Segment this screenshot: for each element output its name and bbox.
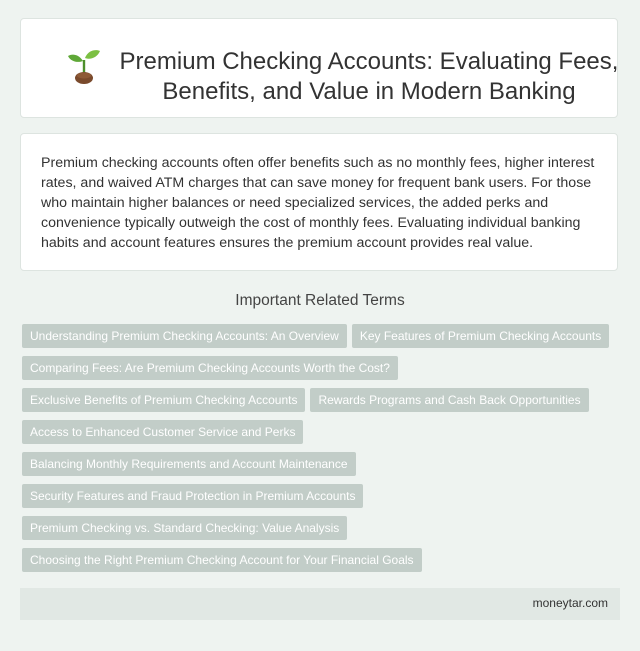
- related-term-tag[interactable]: Security Features and Fraud Protection in Premium Accounts: [22, 484, 363, 508]
- related-terms-heading: Important Related Terms: [235, 292, 405, 309]
- related-term-tag[interactable]: Access to Enhanced Customer Service and Perks: [22, 420, 303, 444]
- related-term-tag[interactable]: Comparing Fees: Are Premium Checking Accounts Worth the Cost?: [22, 356, 398, 380]
- related-term-tag[interactable]: Choosing the Right Premium Checking Account for Your Financial Goals: [22, 548, 422, 572]
- footer-site-link[interactable]: moneytar.com: [532, 596, 608, 610]
- related-term-tag[interactable]: Understanding Premium Checking Accounts: An Overview: [22, 324, 347, 348]
- related-terms-row: [22, 548, 622, 572]
- related-terms-row: [22, 484, 622, 508]
- title-card: [20, 18, 618, 118]
- related-term-tag[interactable]: Exclusive Benefits of Premium Checking Accounts: [22, 388, 305, 412]
- seedling-icon: [66, 46, 102, 86]
- related-terms-row: [22, 388, 622, 412]
- related-terms-row: [22, 452, 622, 476]
- page-title-line-2: Benefits, and Value in Modern Banking: [162, 78, 576, 105]
- related-term-tag[interactable]: Key Features of Premium Checking Accounts: [352, 324, 609, 348]
- related-terms-row: [22, 420, 622, 444]
- related-terms-list: [22, 324, 622, 580]
- footer: [20, 588, 620, 620]
- page-title: [119, 47, 619, 107]
- summary-text: Premium checking accounts often offer benefits such as no monthly fees, higher interest rates, and waived ATM charges that can save money for frequent bank users. For those who maintain higher balances or need specialized services, the added perks and convenience typically outweigh the cost of monthly fees. Evaluating individual banking habits and account features ensures the premium account provides real value.: [41, 155, 595, 251]
- related-term-tag[interactable]: Rewards Programs and Cash Back Opportunities: [310, 388, 588, 412]
- related-terms-row: [22, 324, 622, 348]
- related-terms-row: [22, 516, 622, 540]
- summary-card: [20, 133, 618, 271]
- related-term-tag[interactable]: Balancing Monthly Requirements and Account Maintenance: [22, 452, 356, 476]
- page-title-line-1: Premium Checking Accounts: Evaluating Fees,: [119, 48, 619, 75]
- related-terms-row: [22, 356, 622, 380]
- related-term-tag[interactable]: Premium Checking vs. Standard Checking: Value Analysis: [22, 516, 347, 540]
